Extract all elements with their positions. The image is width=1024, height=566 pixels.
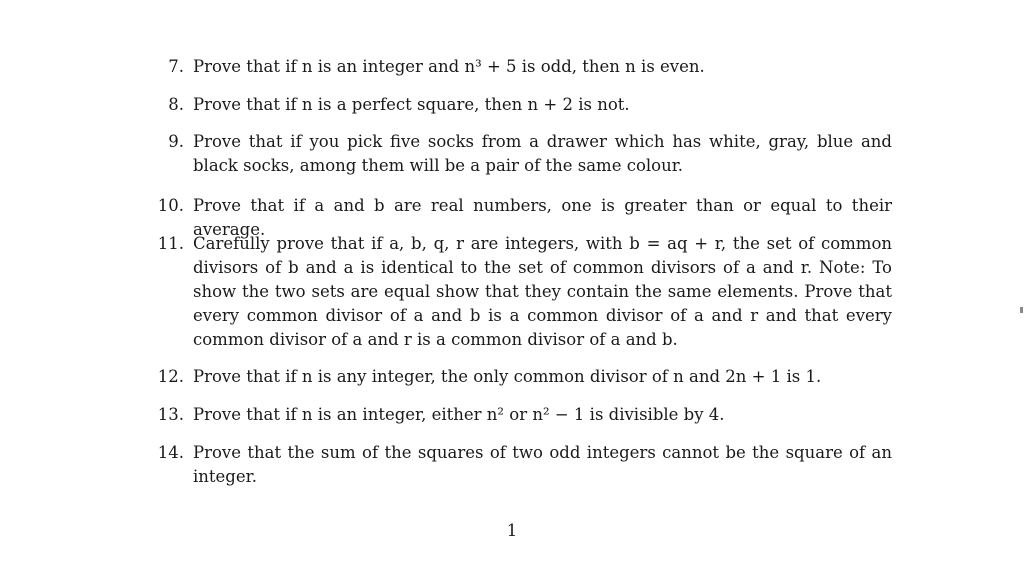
problem-9 <box>140 130 892 178</box>
problem-text: Prove that if n is an integer, either n² or n² − 1 is divisible by 4. <box>193 405 725 424</box>
problem-12 <box>140 365 892 389</box>
problem-14 <box>140 441 892 489</box>
problem-7 <box>140 55 892 79</box>
problem-text: Prove that if you pick five socks from a drawer which has white, gray, blue and black socks, among them will be a pair of the same colour. <box>193 132 892 175</box>
scan-edge-mark <box>1020 307 1023 313</box>
problem-number: 9. <box>168 132 184 151</box>
problem-text: Carefully prove that if a, b, q, r are integers, with b = aq + r, the set of common divisors of b and a is identical to the set of common divisors of a and r. Note: To show the two sets are equal show that they contain the same elements. Prove that every common divisor of a and b is a common divisor of a and r and that every common divisor of a and r is a common divisor of a and b. <box>193 234 892 349</box>
problem-number: 12. <box>157 367 184 386</box>
problem-text: Prove that the sum of the squares of two odd integers cannot be the square of an integer. <box>193 443 892 486</box>
problem-number: 14. <box>157 443 184 462</box>
problem-8 <box>140 93 892 117</box>
problem-text: Prove that if n is a perfect square, then n + 2 is not. <box>193 95 630 114</box>
page-number: 1 <box>506 521 518 540</box>
problem-text: Prove that if n is any integer, the only common divisor of n and 2n + 1 is 1. <box>193 367 822 386</box>
problem-number: 7. <box>168 57 184 76</box>
problem-text: Prove that if n is an integer and n³ + 5 is odd, then n is even. <box>193 57 705 76</box>
problem-text: Prove that if a and b are real numbers, one is greater than or equal to their average. <box>193 196 892 239</box>
problem-11 <box>140 232 892 352</box>
problem-13 <box>140 403 892 427</box>
problem-number: 11. <box>157 234 184 253</box>
problem-number: 8. <box>168 95 184 114</box>
problem-number: 10. <box>157 196 184 215</box>
problem-number: 13. <box>157 405 184 424</box>
